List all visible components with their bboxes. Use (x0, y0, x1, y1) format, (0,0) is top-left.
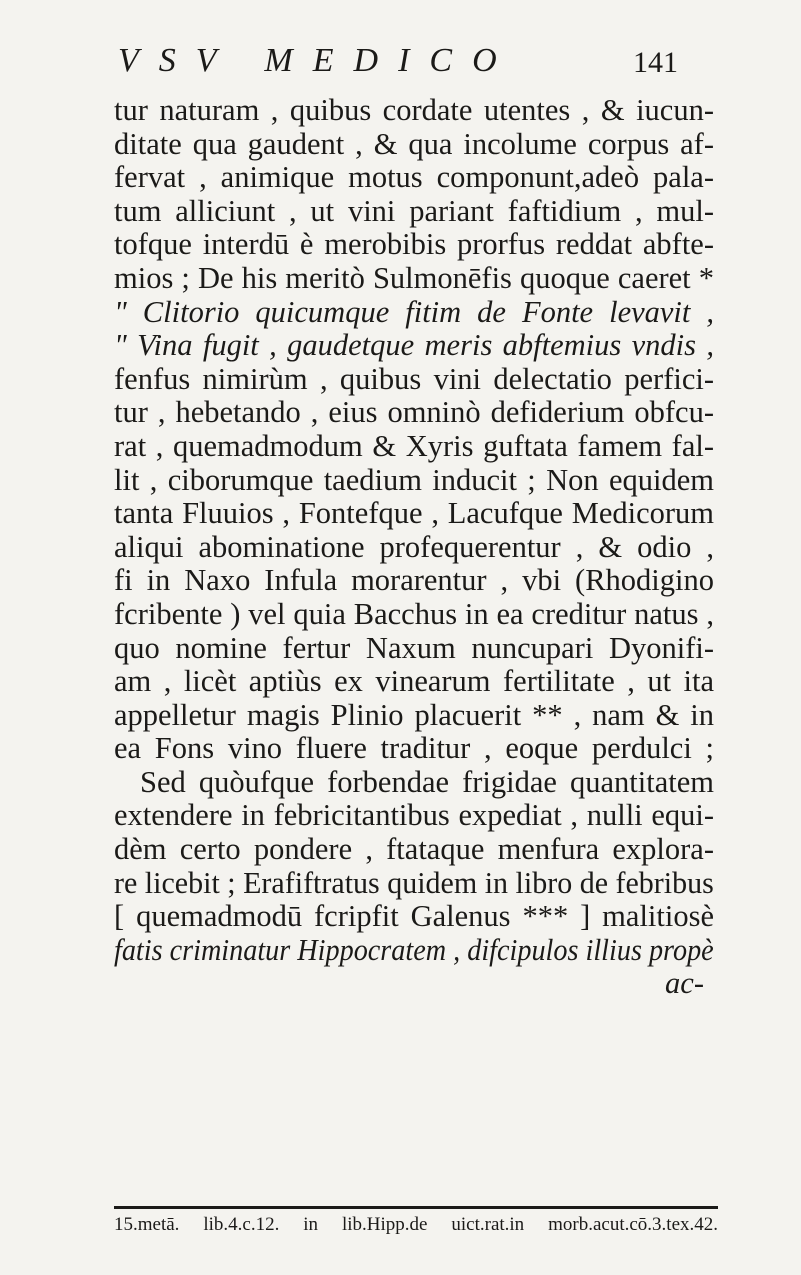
text-line: ea Fons vino fluere traditur , eoque perdulci ; (114, 731, 714, 766)
text-line: fervat , animique motus componunt,adeò pala- (114, 160, 714, 195)
text-line: lit , ciborumque taedium inducit ; Non equidem (114, 462, 714, 497)
text-line: Sed quòufque forbendae frigidae quantitatem (140, 764, 714, 799)
text-line: fi in Naxo Infula morarentur , vbi (Rhodigino (114, 563, 714, 598)
text-line: fenfus nimirùm , quibus vini delectatio perfici- (114, 361, 714, 396)
text-line: tanta Fluuios , Fontefque , Lacufque Medicorum (114, 496, 714, 531)
footnote-rule (114, 1206, 718, 1209)
text-line: [ quemadmodū fcripfit Galenus *** ] malitiosè (114, 899, 714, 934)
verse-line: " Clitorio quicumque fitim de Fonte levavit , (114, 294, 714, 329)
text-line: fcribente ) vel quia Bacchus in ea creditur natus , (114, 596, 714, 631)
text-line: re licebit ; Erafiftratus quidem in libro de febribus (114, 865, 714, 900)
text-line: dèm certo pondere , ftataque menfura explora- (114, 832, 714, 867)
running-title: VSV MEDICO (118, 42, 517, 79)
text-line: tum alliciunt , ut vini pariant faftidium , mul- (114, 193, 714, 228)
running-head (118, 42, 678, 86)
text-line: quo nomine fertur Naxum nuncupari Dyonifi- (114, 630, 714, 665)
text-line: appelletur magis Plinio placuerit ** , nam & in (114, 697, 714, 732)
text-line: tofque interdū è merobibis prorfus reddat abfte- (114, 227, 714, 262)
text-line: am , licèt aptiùs ex vinearum fertilitate , ut ita (114, 664, 714, 699)
text-line: tur naturam , quibus cordate utentes , & iucun- (114, 93, 714, 127)
text-line: extendere in febricitantibus expediat , nulli equi- (114, 798, 714, 833)
text-line: aliqui abominatione profequerentur , & odio , (114, 529, 714, 564)
text-line: rat , quemadmodum & Xyris guftata famem fal- (114, 428, 714, 463)
page-number: 141 (633, 46, 678, 79)
body-text (114, 94, 714, 1001)
verse-line: " Vina fugit , gaudetque meris abftemius vndis , (114, 328, 714, 363)
text-line: fatis criminatur Hippocratem , difcipulos illius propè (114, 932, 714, 967)
catchword: ac- (665, 966, 704, 1001)
text-line: mios ; De his meritò Sulmonēfis quoque caeret * (114, 260, 714, 295)
text-line: ditate qua gaudent , & qua incolume corpus af- (114, 126, 714, 161)
text-line: tur , hebetando , eius omninò defiderium obfcu- (114, 395, 714, 430)
footnote: 15.metā. lib.4.c.12. in lib.Hipp.de uict.rat.in morb.acut.cō.3.tex.42. (114, 1214, 718, 1235)
